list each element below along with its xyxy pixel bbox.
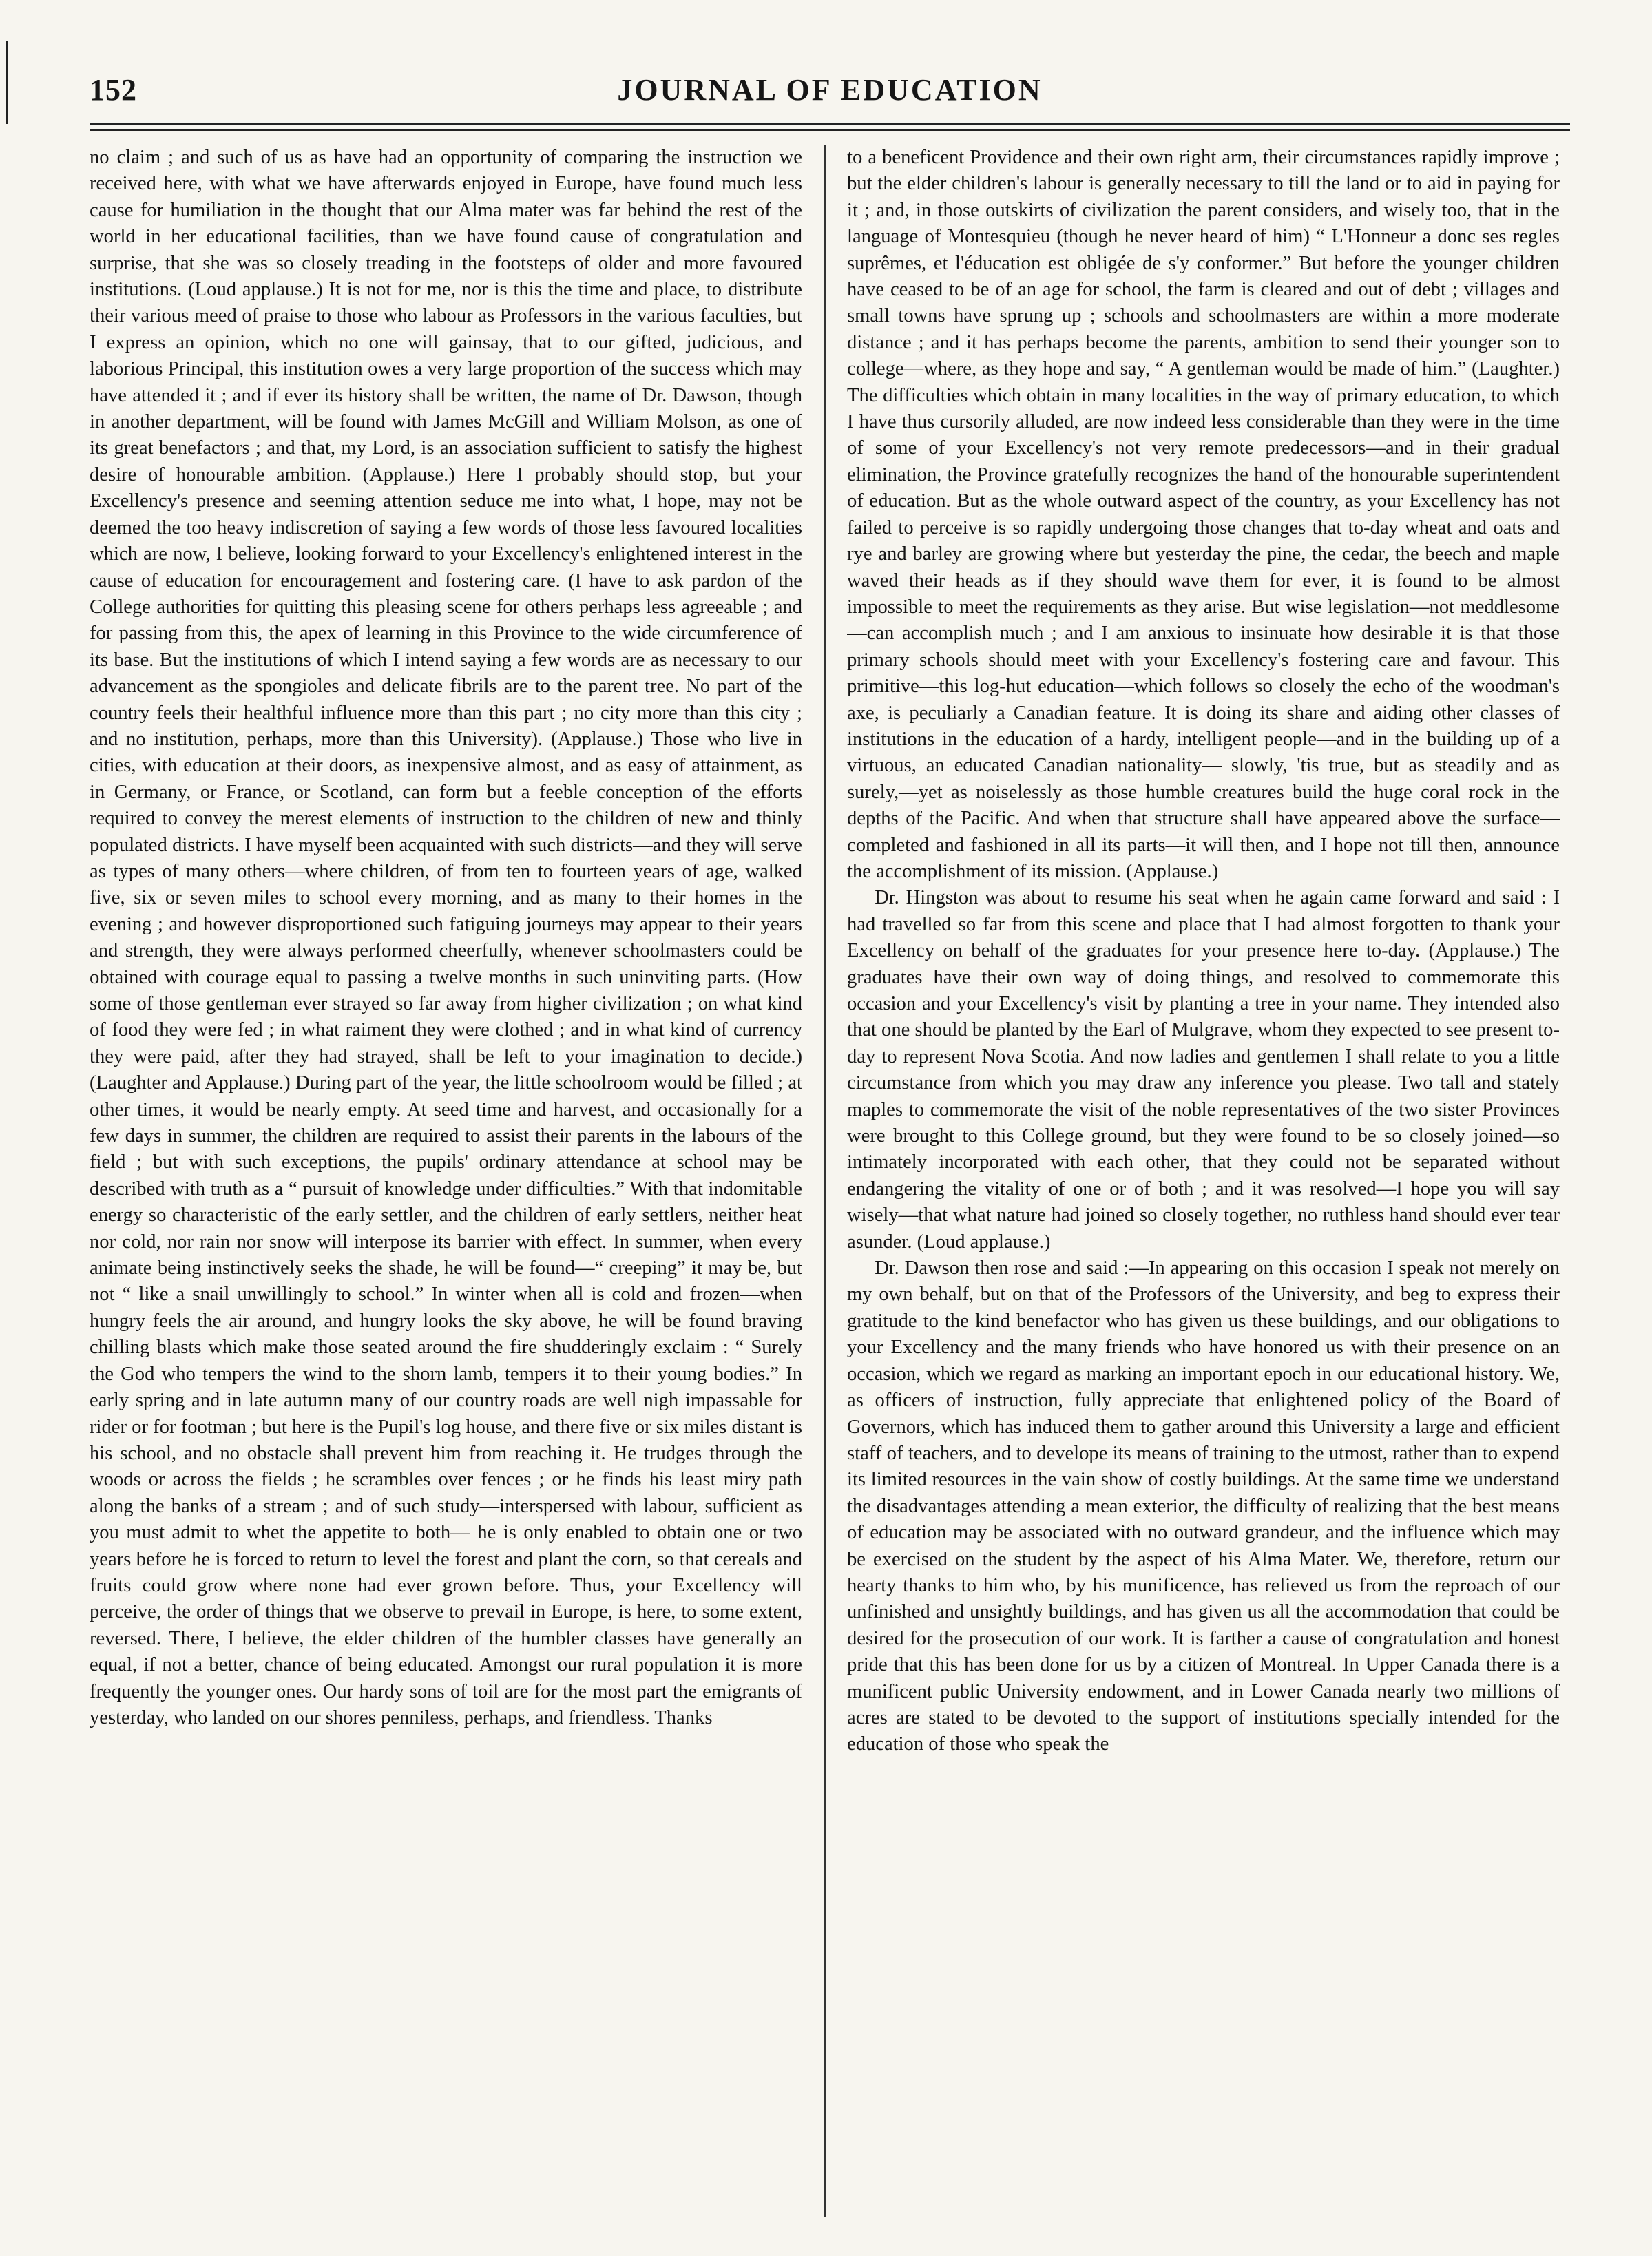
page-number: 152: [90, 73, 137, 107]
paragraph: no claim ; and such of us as have had an opportunity of comparing the instruction we received here, with what we have afterwards enjoyed in Europe, have found much less cause for humiliation in the thought that our Alma mater was far behind the rest of the world in her educational facilities, than we have found cause of congratulation and surprise, that she was so closely treading in the footsteps of older and more favoured institutions. (Loud applause.) It is not for me, nor is this the time and place, to distribute their various meed of praise to those who labour as Professors in the various faculties, but I express an opinion, which no one will gainsay, that to our gifted, judicious, and laborious Principal, this institution owes a very large proportion of the success which may have attended it ; and if ever its history shall be written, the name of Dr. Dawson, though in another department, will be found with James McGill and William Molson, as one of its great benefactors ; and that, my Lord, is an association sufficient to satisfy the highest desire of honourable ambition. (Applause.) Here I probably should stop, but your Excellency's presence and seeming attention seduce me into what, I hope, may not be deemed the too heavy indiscretion of saying a few words of those less favoured localities which are now, I believe, looking forward to your Excellency's enlightened interest in the cause of education for encouragement and fostering care. (I have to ask pardon of the College authorities for quitting this pleasing scene for others perhaps less agreeable ; and for passing from this, the apex of learning in this Province to the wide circumference of its base. But the institutions of which I intend saying a few words are as necessary to our advancement as the spongioles and delicate fibrils are to the parent tree. No part of the country feels their healthful influence more than this part ; no city more than this city ; and no institution, perhaps, more than this University). (Applause.) Those who live in cities, with education at their doors, as inexpensive almost, and as easy of attainment, as in Germany, or France, or Scotland, can form but a feeble conception of the efforts required to convey the merest elements of instruction to the children of new and thinly populated districts. I have myself been acquainted with such districts—and they will serve as types of many others—where children, of from ten to fourteen years of age, walked five, six or seven miles to school every morning, and as many to their homes in the evening ; and however disproportioned such fatiguing journeys may appear to their years and strength, they were always performed cheerfully, whenever schoolmasters could be obtained with courage equal to passing a twelve months in such uninviting parts. (How some of those gentleman ever strayed so far away from higher civilization ; on what kind of food they were fed ; in what raiment they were clothed ; and in what kind of currency they were paid, after they had strayed, shall be left to your imagination to decide.) (Laughter and Applause.) During part of the year, the little schoolroom would be filled ; at other times, it would be nearly empty. At seed time and harvest, and occasionally for a few days in summer, the children are required to assist their parents in the labours of the field ; but with such exceptions, the pupils' ordinary attendance at school may be described with truth as a “ pursuit of knowledge under difficulties.” With that indomitable energy so characteristic of the early settler, and the children of early settlers, neither heat nor cold, nor rain nor snow will interpose its barrier with effect. In summer, when every animate being instinctively seeks the shade, he will be found—“ creeping” it may be, but not “ like a snail unwillingly to school.” In winter when all is cold and frozen—when hungry feels the air around, and hungry looks the sky above, he will be found braving chilling blasts which make those seated around the fire shudderingly exclaim : “ Surely the God who tempers the wind to the shorn lamb, tempers it to their young bodies.” In early spring and in late autumn many of our country roads are well nigh impassable for rider or for footman ; but here is the Pupil's log house, and there five or six miles distant is his school, and no obstacle shall prevent him from reaching it. He trudges through the woods or across the fields ; he scrambles over fences ; or he finds his least miry path along the banks of a stream ; and of such study—interspersed with labour, sufficient as you must admit to whet the appetite to both— he is only enabled to obtain one or two years before he is forced to return to level the forest and plant the corn, so that cereals and fruits could grow where none had ever grown before. Thus, your Excellency will perceive, the order of things that we observe to prevail in Europe, is here, to some extent, reversed. There, I believe, the elder children of the humbler classes have generally an equal, if not a better, chance of being educated. Amongst our rural population it is more frequently the younger ones. Our hardy sons of toil are for the most part the emigrants of yesterday, who landed on our shores penniless, perhaps, and friendless. Thanks: [90, 147, 802, 1728]
journal-title: JOURNAL OF EDUCATION: [617, 73, 1043, 107]
paragraph: to a beneficent Providence and their own right arm, their circumstances rapidly improve ; but the elder children's labour is generally necessary to till the land or to aid in paying for it ; and, in those outskirts of civilization the parent considers, and wisely too, that in the language of Montesquieu (though he never heard of him) “ L'Honneur a donc ses regles suprêmes, et l'éducation est obligée de s'y conformer.” But before the younger children have ceased to be of an age for school, the farm is cleared and out of debt ; villages and small towns have sprung up ; schools and schoolmasters are within a more moderate distance ; and it has perhaps become the parents, ambition to send their younger son to college—where, as they hope and say, “ A gentleman would be made of him.” (Laughter.) The difficulties which obtain in many localities in the way of primary education, to which I have thus cursorily alluded, are now indeed less considerable than they were in the time of some of your Excellency's not very remote predecessors—and in their gradual elimination, the Province gratefully recognizes the hand of the honourable superintendent of education. But as the whole outward aspect of the country, as your Excellency has not failed to perceive is so rapidly undergoing those changes that to-day wheat and oats and rye and barley are growing where but yesterday the pine, the cedar, the beech and maple waved their heads as if they should wave them for ever, it is found to be almost impossible to meet the requirements as they arise. But wise legislation—not meddlesome—can accomplish much ; and I am anxious to insinuate how desirable it is that those primary schools should meet with your Excellency's fostering care and favour. This primitive—this log-hut education—which follows so closely the echo of the woodman's axe, is peculiarly a Canadian feature. It is doing its share and aiding other classes of institutions in the education of a hardy, intelligent people—and in the building up of a virtuous, an educated Canadian nationality— slowly, 'tis true, but as steadily and as surely,—yet as noiselessly as those humble creatures build the huge coral rock in the depths of the Pacific. And when that structure shall have appeared above the surface—completed and fashioned in all its parts—it will then, and I hope not till then, announce the accomplishment of its mission. (Applause.): [847, 147, 1560, 882]
right-column: [847, 145, 1560, 2217]
page-edge-mark: [6, 41, 8, 124]
column-divider: [824, 145, 826, 2217]
running-header: [90, 65, 1570, 121]
paragraph: Dr. Dawson then rose and said :—In appearing on this occasion I speak not merely on my own behalf, but on that of the Professors of the University, and beg to express their gratitude to the kind benefactor who has given us these buildings, and our obligations to your Excellency and the many friends who have honored us with their presence on an occasion, which we regard as marking an important epoch in our educational history. We, as officers of instruction, fully appreciate that enlightened policy of the Board of Governors, which has induced them to gather around this University a large and efficient staff of teachers, and to develope its means of training to the utmost, rather than to expend its limited resources in the vain show of costly buildings. At the same time we understand the disadvantages attending a mean exterior, the difficulty of realizing that the best means of education may be associated with no outward grandeur, and the influence which may be exercised on the student by the aspect of his Alma Mater. We, therefore, return our hearty thanks to him who, by his munificence, has relieved us from the reproach of our unfinished and unsightly buildings, and has given us all the accommodation that could be desired for the prosecution of our work. It is farther a cause of congratulation and honest pride that this has been done for us by a citizen of Montreal. In Upper Canada there is a munificent public University endowment, and in Lower Canada nearly two millions of acres are stated to be devoted to the support of institutions specially intended for the education of those who speak the: [847, 1257, 1560, 1755]
left-column: [90, 145, 802, 2217]
header-rule-thin: [90, 129, 1570, 131]
header-rule-thick: [90, 123, 1570, 125]
paragraph: Dr. Hingston was about to resume his seat when he again came forward and said : I had travelled so far from this scene and place that I had almost forgotten to thank your Excellency on behalf of the graduates for your presence here to-day. (Applause.) The graduates have their own way of doing things, and resolved to commemorate this occasion and your Excellency's visit by planting a tree in your name. They intended also that one should be planted by the Earl of Mulgrave, whom they expected to see present to-day to represent Nova Scotia. And now ladies and gentlemen I shall relate to you a little circumstance from which you may draw any inference you please. Two tall and stately maples to commemorate the visit of the noble representatives of the two sister Provinces were brought to this College ground, but they were found to be so closely joined—so intimately incorporated with each other, that they could not be separated without endangering the vitality of one or of both ; and it was resolved—I hope you will say wisely—that what nature had joined so closely together, no ruthless hand should ever tear asunder. (Loud applause.): [847, 887, 1560, 1253]
text-columns: [90, 145, 1570, 2224]
